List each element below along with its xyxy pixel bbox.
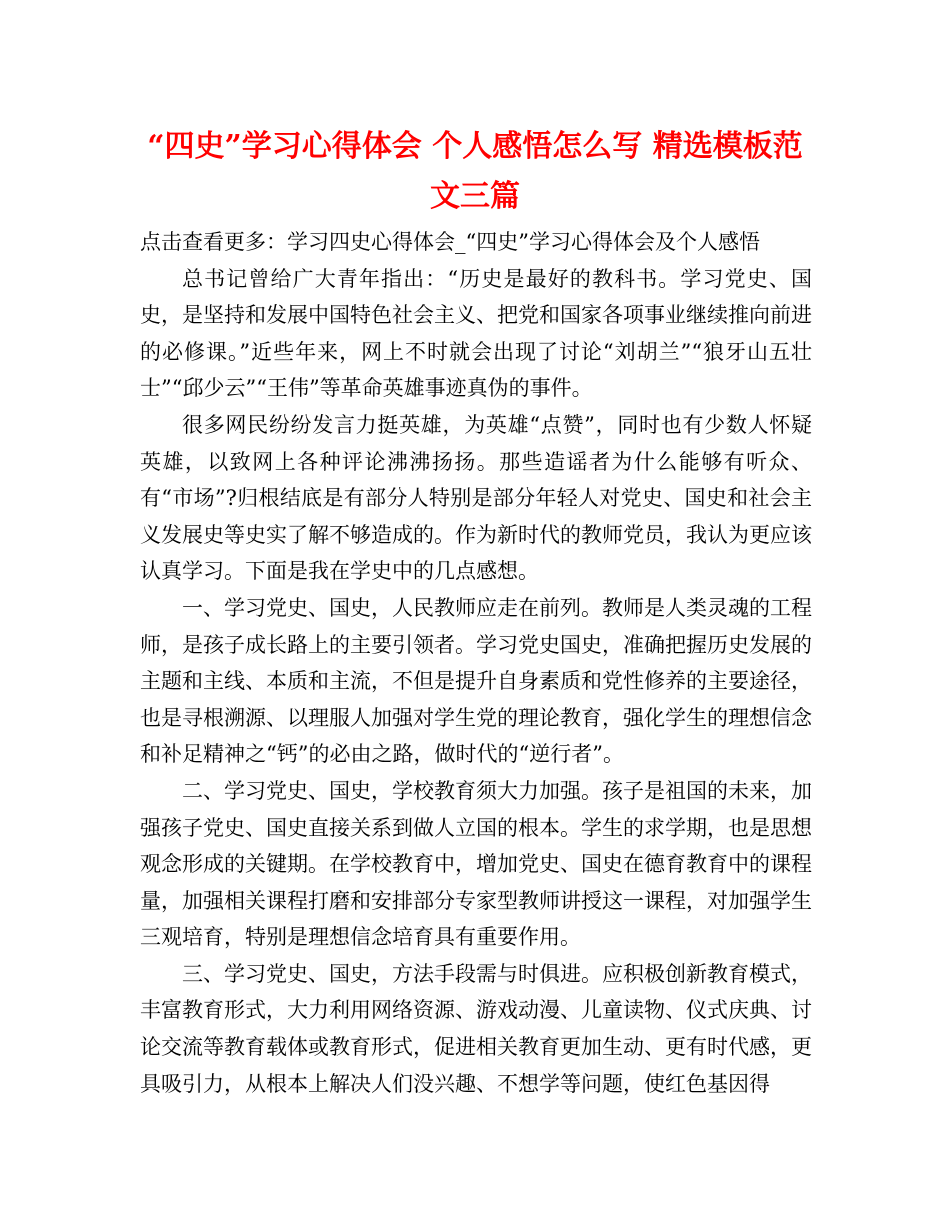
paragraph-3: 一、学习党史、国史，人民教师应走在前列。教师是人类灵魂的工程师，是孩子成长路上的主要引领者。学习党史国史，准确把握历史发展的主题和主线、本质和主流，不但是提升自身素质和党性修养的主要途径，也是寻根溯源、以理服人加强对学生党的理论教育，强化学生的理想信念和补足精神之“钙”的必由之路，做时代的“逆行者”。 [140, 595, 812, 767]
title-line-2: 文三篇 [430, 179, 520, 214]
title-line-1: “四史”学习心得体会 个人感悟怎么写 精选模板范 [147, 129, 803, 164]
paragraph-2: 很多网民纷纷发言力挺英雄，为英雄“点赞”，同时也有少数人怀疑英雄，以致网上各种评论沸沸扬扬。那些造谣者为什么能够有听众、有“市场”?归根结底是有部分人特别是部分年轻人对党史、国史和社会主义发展史等史实了解不够造成的。作为新时代的教师党员，我认为更应该认真学习。下面是我在学史中的几点感想。 [140, 412, 812, 584]
more-link-line[interactable]: 点击查看更多：学习四史心得体会_“四史”学习心得体会及个人感悟 [140, 230, 760, 254]
paragraph-4: 二、学习党史、国史，学校教育须大力加强。孩子是祖国的未来，加强孩子党史、国史直接关系到做人立国的根本。学生的求学期，也是思想观念形成的关键期。在学校教育中，增加党史、国史在德育教育中的课程量，加强相关课程打磨和安排部分专家型教师讲授这一课程，对加强学生三观培育，特别是理想信念培育具有重要作用。 [140, 778, 812, 950]
paragraph-1: 总书记曾给广大青年指出：“历史是最好的教科书。学习党史、国史，是坚持和发展中国特色社会主义、把党和国家各项事业继续推向前进的必修课。”近些年来，网上不时就会出现了讨论“刘胡兰”“狼牙山五壮士”“邱少云”“王伟”等革命英雄事迹真伪的事件。 [140, 266, 812, 401]
document-body [140, 224, 812, 1102]
document-title [140, 122, 810, 222]
paragraph-5: 三、学习党史、国史，方法手段需与时俱进。应积极创新教育模式，丰富教育形式，大力利用网络资源、游戏动漫、儿童读物、仪式庆典、讨论交流等教育载体或教育形式，促进相关教育更加生动、更有时代感，更具吸引力，从根本上解决人们没兴趣、不想学等问题，使红色基因得 [140, 961, 812, 1096]
